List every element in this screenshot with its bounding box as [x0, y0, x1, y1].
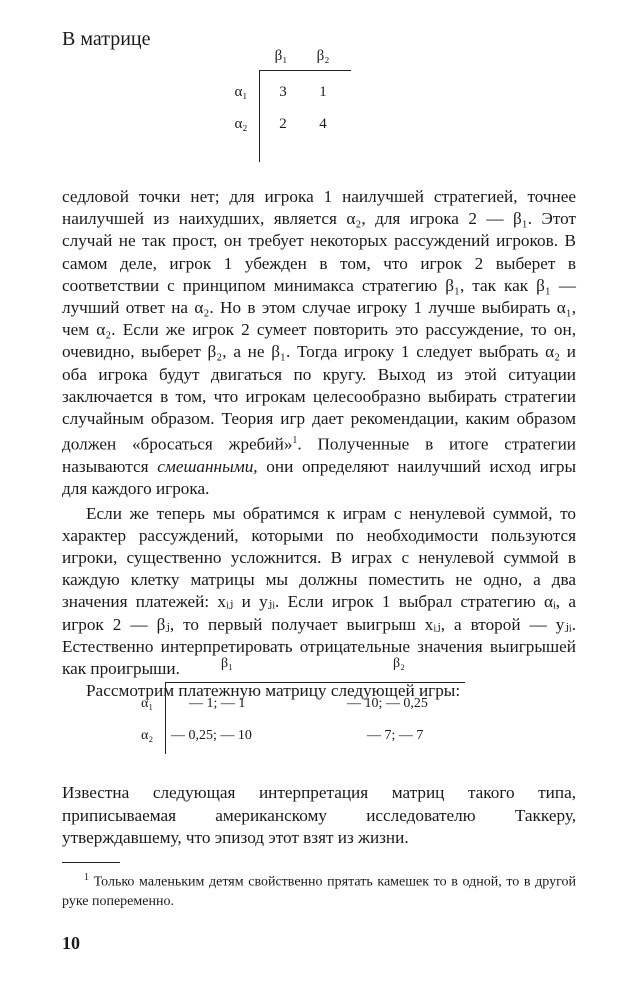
matrix2-row-header-1: α₁ — [141, 696, 154, 711]
matrix2-cell: — 10; — 0,25 — [347, 696, 428, 711]
matrix1-cell: 2 — [279, 116, 287, 132]
footnote-text: Только маленьким детям свойственно прятать камешек то в одной, то в другой руке попеременно. — [62, 874, 576, 909]
payoff-matrix-2 — [135, 652, 475, 762]
matrix2-horizontal-rule — [165, 682, 465, 683]
payoff-matrix-1 — [225, 48, 365, 163]
closing-text — [62, 782, 576, 850]
matrix1-vertical-rule — [259, 70, 260, 162]
matrix1-cell: 4 — [319, 116, 327, 132]
page-number: 10 — [62, 933, 80, 953]
main-text — [62, 186, 576, 702]
matrix2-col-header-2: β₂ — [393, 656, 406, 671]
paragraph-2: Если же теперь мы обратимся к играм с ненулевой суммой, то характер рассуждений, которыми по необходимости пользуются игроки, существенно усложнится. В играх с ненулевой суммой в каждую клетку матрицы мы должны поместить не одно, а два значения платежей: xᵢⱼ и yⱼᵢ. Если игрок 1 выбрал стратегию αᵢ, а игрок 2 — βⱼ, то первый получает выигрыш xᵢⱼ, а второй — yⱼᵢ. Естественно интерпретировать отрицательные значения выигрышей как проигрыши. — [62, 503, 576, 678]
matrix1-row-header-2: α₂ — [234, 116, 248, 132]
matrix2-cell: — 7; — 7 — [367, 728, 424, 743]
footnote-number: 1 — [84, 872, 89, 883]
intro-text: В матрице — [62, 28, 151, 50]
paragraph-3: Рассмотрим платежную матрицу следующей игры: — [86, 681, 461, 701]
paragraph-1 — [62, 186, 576, 501]
paragraph-1-text: седловой точки нет; для игрока 1 наилучшей стратегией, точнее наилучшей из наихудших, является α₂, для игрока 2 — β₁. Этот случай не так прост, он требует некоторых рассуждений игроков. В самом деле, игрок 1 убежден в том, что игрок 2 выберет в соответствии с принципом минимакса стратегию β₁, так как β₁ — лучший ответ на α₂. Но в этом случае игроку 1 лучше выбирать α₁, чем α₂. Если же игрок 2 сумеет повторить это рассуждение, то он, очевидно, выберет β₂, а не β₁. Тогда игроку 1 следует выбрать α₂ и оба игрока будут двигаться по кругу. Выход из этой ситуации заключается в том, что игрокам целесообразно выбирать стратегии случайным образом. Теория игр дает рекомендации, каким образом должен «бросаться жребий» — [62, 187, 576, 454]
matrix1-col-header-2: β₂ — [316, 48, 330, 64]
paragraph-1-tail: . Полученные в итоге стратегии называются — [62, 434, 576, 477]
matrix2-row-header-2: α₂ — [141, 728, 154, 743]
footnote-reference: 1 — [292, 435, 298, 447]
matrix1-cell: 3 — [279, 84, 287, 100]
matrix1-horizontal-rule — [259, 70, 351, 71]
paragraph-1-tail-end: они определяют наилучший исход игры для каждого игрока. — [62, 457, 576, 499]
matrix1-col-header-1: β₁ — [274, 48, 288, 64]
matrix2-vertical-rule — [165, 682, 166, 754]
matrix2-cell: — 0,25; — 10 — [171, 728, 252, 743]
paragraph-1-italic: смешанными, — [157, 457, 258, 477]
matrix2-cell: — 1; — 1 — [189, 696, 246, 711]
matrix2-col-header-1: β₁ — [221, 656, 234, 671]
footnote-divider — [62, 862, 120, 863]
footnote — [62, 868, 576, 911]
matrix1-row-header-1: α₁ — [234, 84, 248, 100]
paragraph-4: Известна следующая интерпретация матриц такого типа, приписываемая американскому исследователю Таккеру, утверждавшему, что эпизод этот взят из жизни. — [62, 783, 576, 847]
matrix1-cell: 1 — [319, 84, 327, 100]
